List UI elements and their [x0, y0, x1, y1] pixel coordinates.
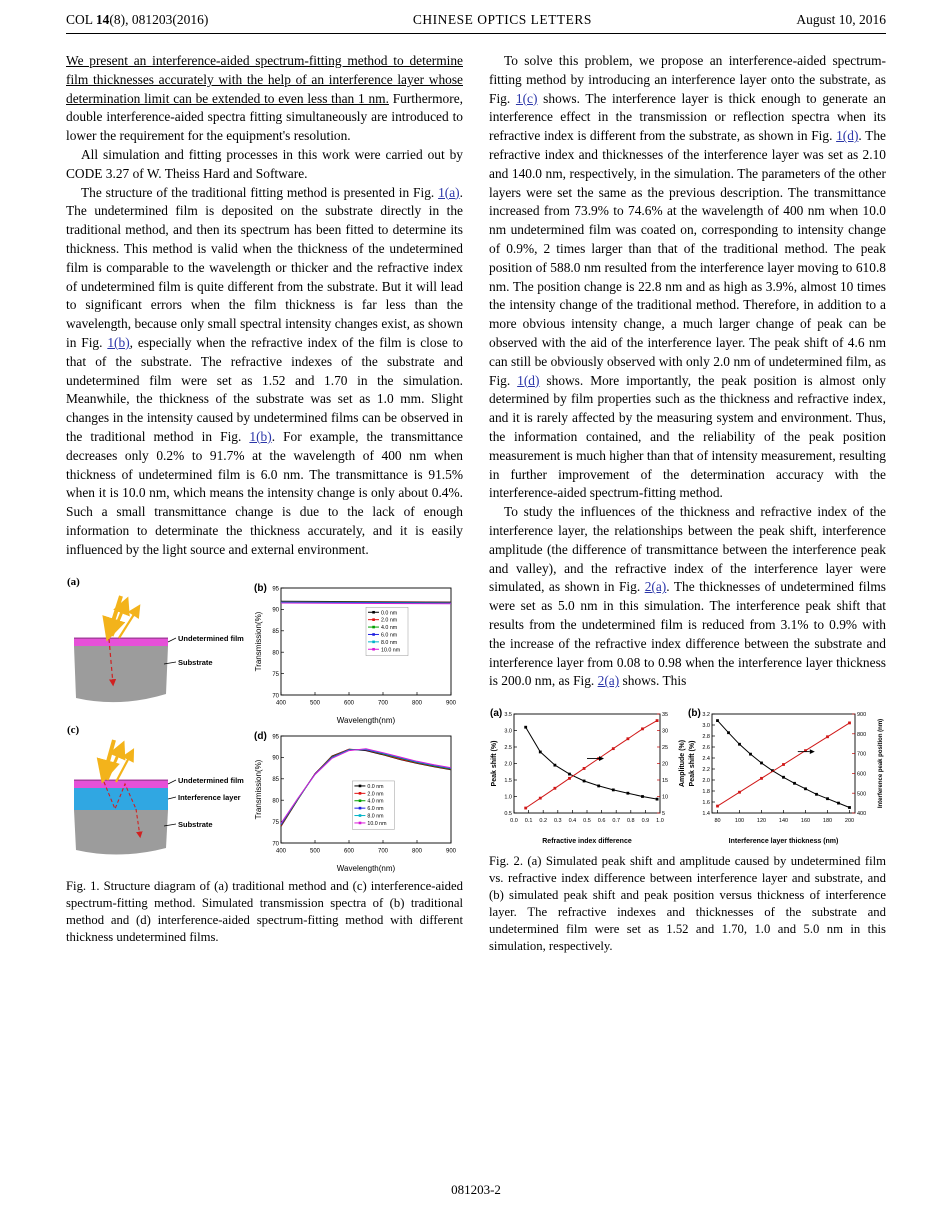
label-pointer — [168, 638, 176, 642]
label-pointer — [168, 780, 176, 784]
figure-reference-link[interactable]: 1(c) — [515, 90, 538, 106]
svg-text:30: 30 — [662, 728, 669, 735]
figure-reference-link[interactable]: 1(b) — [107, 334, 130, 350]
journal-citation: COL 14(8), 081203(2016) — [66, 12, 209, 27]
svg-text:180: 180 — [822, 818, 833, 825]
svg-text:2.0: 2.0 — [702, 778, 710, 785]
figure-2 — [489, 705, 886, 955]
svg-text:0.9: 0.9 — [641, 818, 650, 825]
svg-text:100: 100 — [734, 818, 745, 825]
svg-text:85: 85 — [272, 776, 279, 783]
svg-text:1.8: 1.8 — [702, 789, 710, 796]
svg-text:1.4: 1.4 — [702, 811, 710, 818]
undetermined-film-layer — [74, 639, 168, 646]
page-header — [66, 12, 886, 28]
svg-text:900: 900 — [445, 848, 457, 855]
svg-text:35: 35 — [662, 712, 669, 719]
svg-text:10: 10 — [662, 794, 669, 801]
svg-text:600: 600 — [857, 771, 867, 778]
svg-text:800: 800 — [411, 700, 423, 707]
svg-text:80: 80 — [272, 797, 279, 804]
svg-text:80: 80 — [272, 649, 279, 656]
svg-text:(a): (a) — [490, 708, 503, 720]
svg-text:90: 90 — [272, 607, 279, 614]
svg-text:0.5: 0.5 — [504, 811, 512, 818]
label-pointer — [168, 797, 176, 799]
svg-text:75: 75 — [272, 671, 279, 678]
fig1-panel-b — [253, 574, 461, 725]
figure-2-caption: Fig. 2. (a) Simulated peak shift and amplitude caused by undetermined film vs. refractive index difference between interference layer and substrate, and (b) simulated peak shift and peak position versus thickness of interference layer. The refractive indexes and thicknesses of the substrate and undetermined film were set as 1.52 and 1.70, 1.0 and 5.0 nm in this simulation, respectively. — [489, 854, 886, 954]
svg-text:0.0 nm: 0.0 nm — [381, 609, 398, 616]
svg-text:140: 140 — [778, 818, 789, 825]
journal-title: CHINESE OPTICS LETTERS — [412, 12, 592, 27]
svg-text:Interference peak position (nm: Interference peak position (nm) — [878, 718, 884, 809]
paragraph-simulation-tools: All simulation and fitting processes in this work were carried out by CODE 3.27 of W. Theiss Hard and Software. — [66, 146, 463, 181]
svg-text:Refractive index difference: Refractive index difference — [542, 838, 632, 846]
svg-text:Transmission(%): Transmission(%) — [254, 611, 263, 671]
svg-text:2.4: 2.4 — [702, 756, 710, 763]
figure-reference-link[interactable]: 2(a) — [644, 579, 667, 595]
issue-date: August 10, 2016 — [796, 12, 886, 27]
svg-text:25: 25 — [662, 745, 669, 752]
svg-text:400: 400 — [275, 848, 287, 855]
paragraph-traditional-method: The structure of the traditional fitting method is presented in Fig. 1(a). The undetermined film is deposited on the substrate directly in the traditional method, and then its spectrum has been fitted to determine its thickness. This method is valid when the thickness of the undetermined film is comparable to the wavelength or thicker and the refractive index of undetermined film is quite different from the substrate. But it will lead to significant errors when the film thickness is far less than the wavelength, because only small spectral intensity changes exist, as shown in Fig. 1(b), especially when the refractive index of the film is close to that of the substrate. The refractive indexes of the substrate and undetermined film were set as 1.52 and 1.70 in the simulation. Meanwhile, the thickness of the substrate was set as 1.0 mm. Slight changes in the intensity caused by undetermined films can be observed in the traditional method in Fig. 1(b). For example, the transmittance decreases only 0.2% to 91.7% at the wavelength of 400 nm when thickness of undetermined film is 6.0 nm. The transmittance is 91.5% when it is 10.0 nm, which means the intensity change is only about 0.4%. Such a small transmittance change is due to the lack of enough information to determinate the thickness accurately, and it is easily influenced by the light source and external environment. — [66, 184, 463, 557]
fig2a-peak-shift-chart — [489, 705, 687, 845]
svg-text:Peak shift (%): Peak shift (%) — [491, 740, 498, 787]
svg-text:95: 95 — [272, 585, 279, 592]
svg-text:95: 95 — [272, 733, 279, 740]
svg-text:900: 900 — [857, 712, 867, 719]
interference-layer-label: Interference layer — [178, 792, 241, 802]
svg-text:200: 200 — [844, 818, 855, 825]
svg-text:(d): (d) — [254, 730, 267, 742]
svg-text:800: 800 — [857, 731, 867, 738]
svg-text:600: 600 — [343, 848, 355, 855]
paragraph-influence-study: To study the influences of the thickness and refractive index of the interference layer, the relationships between the peak shift, interference amplitude (the difference of transmittance between the interference peak and valley), and the refractive index of the interference layer were simulated, as shown in Fig. 2(a). The thicknesses of undetermined films were set as 5.0 nm in this simulation. The interference peak shift that results from the undetermined film is reduced from 3.1% to 0.9% with the increase of the refractive index difference between the substrate and interference layer from 0.08 to 0.98 when the interference layer thickness is 200.0 nm, as Fig. 2(a) shows. This — [489, 504, 886, 689]
svg-text:90: 90 — [272, 755, 279, 762]
svg-text:500: 500 — [857, 791, 867, 798]
figure-reference-link[interactable]: 1(d) — [836, 128, 859, 144]
abstract-underlined-text: We present an interference-aided spectrum-fitting method to determine film thicknesses accurately with the help of an interference layer whose determination limit can be extended to even less than 1 nm. — [66, 53, 463, 106]
svg-text:20: 20 — [662, 761, 669, 768]
svg-text:(b): (b) — [688, 708, 701, 720]
svg-text:Peak shift (%): Peak shift (%) — [689, 740, 696, 787]
panel-letter-a: (a) — [67, 575, 80, 588]
svg-text:1.0: 1.0 — [656, 818, 664, 825]
svg-text:0.2: 0.2 — [539, 818, 548, 825]
svg-text:2.5: 2.5 — [504, 745, 512, 752]
svg-text:70: 70 — [272, 692, 279, 699]
svg-text:10.0 nm: 10.0 nm — [367, 820, 387, 827]
undetermined-film-label: Undetermined film — [178, 633, 244, 643]
svg-text:3.0: 3.0 — [702, 723, 710, 730]
svg-text:Interference layer thickness (: Interference layer thickness (nm) — [728, 838, 839, 846]
svg-text:75: 75 — [272, 819, 279, 826]
svg-text:0.0: 0.0 — [510, 818, 518, 825]
svg-text:3.2: 3.2 — [702, 712, 710, 719]
svg-text:120: 120 — [756, 818, 767, 825]
figure-2-panels — [489, 705, 886, 845]
fig1b-transmission-chart — [253, 580, 458, 725]
substrate-shape — [74, 810, 168, 855]
figure-reference-link[interactable]: 1(b) — [249, 428, 272, 444]
svg-text:0.3: 0.3 — [553, 818, 562, 825]
svg-text:85: 85 — [272, 628, 279, 635]
abstract-paragraph: We present an interference-aided spectrum-fitting method to determine film thicknesses accurately with the help of an interference layer whose determination limit can be extended to even less than 1 nm. Furthermore, double interference-aided spectra fitting simultaneously are introduced to lower the requirement for the equipment's resolution. — [66, 53, 463, 144]
svg-text:2.6: 2.6 — [702, 745, 710, 752]
fig1a-structure-diagram — [66, 580, 253, 728]
svg-text:Transmission(%): Transmission(%) — [254, 759, 263, 819]
substrate-label: Substrate — [178, 657, 213, 667]
svg-text:1.0: 1.0 — [504, 794, 512, 801]
substrate-shape — [74, 646, 168, 702]
figure-reference-link[interactable]: 1(a) — [438, 184, 460, 200]
svg-text:Wavelength(nm): Wavelength(nm) — [336, 715, 396, 725]
fig1-panel-a — [66, 574, 253, 722]
svg-text:800: 800 — [411, 848, 423, 855]
figure-1-panels — [66, 574, 463, 873]
left-column — [66, 52, 463, 955]
svg-text:0.7: 0.7 — [612, 818, 621, 825]
svg-text:2.0: 2.0 — [504, 761, 512, 768]
svg-text:Amplitude (%): Amplitude (%) — [679, 740, 686, 788]
svg-text:2.0 nm: 2.0 nm — [367, 790, 384, 797]
svg-text:0.8: 0.8 — [626, 818, 635, 825]
paragraph-interference-method: To solve this problem, we propose an interference-aided spectrum-fitting method by introducing an interference layer onto the substrate, as Fig. 1(c) shows. The interference layer is thick enough to generate an interference effect in the transmission or reflection spectra when its refractive index is different from the substrate, as shown in Fig. 1(d). The refractive index and thicknesses of the interference layer was set as 2.10 and 140.0 nm, respectively, in the simulation. The parameters of the other layers were set the same as the previous description. The transmittance increased from 73.9% to 74.6% at the wavelength of 400 nm when 10.0 nm undetermined film was coated on, corresponding to intensity change of 0.9%, 2 times larger than that of the traditional method. The peak position of 588.0 nm resulted from the interference layer moving to 610.8 nm. The position change is 22.8 nm and as high as 3.9%, almost 10 times the intensity change of the traditional method. Therefore, in addition to a more obvious intensity change, a much larger change of peak can be observed with the aid of the interference layer. The peak shift of 4.6 nm can still be obviously observed with only 2.0 nm of undetermined film, as Fig. 1(d) shows. More importantly, the peak position is almost only determined by film properties such as the thickness and refractive index, and it is rarely affected by the measuring system and environment. Thus, the information contained, and the reliability of the peak position measurement is much higher than that of intensity measurement, resulting in further improvement of the determination accuracy with the interference-aided spectrum-fitting method. — [489, 53, 886, 501]
svg-text:400: 400 — [275, 700, 287, 707]
panel-letter-c: (c) — [67, 723, 80, 736]
svg-text:8.0 nm: 8.0 nm — [381, 639, 398, 646]
figure-reference-link[interactable]: 2(a) — [597, 673, 620, 689]
svg-text:4.0 nm: 4.0 nm — [367, 798, 384, 805]
figure-1-caption: Fig. 1. Structure diagram of (a) traditional method and (c) interference-aided spectrum-fitting method. Simulated transmission spectra of (b) traditional method and (d) interference-aided spectrum-fitting method with different thickness undetermined films. — [66, 878, 463, 944]
svg-text:3.0: 3.0 — [504, 728, 512, 735]
two-column-body — [66, 52, 886, 955]
svg-text:4.0 nm: 4.0 nm — [381, 624, 398, 631]
svg-text:900: 900 — [445, 700, 457, 707]
svg-text:6.0 nm: 6.0 nm — [367, 805, 384, 812]
page-number: 081203-2 — [451, 1182, 501, 1197]
svg-text:15: 15 — [662, 778, 669, 785]
svg-text:6.0 nm: 6.0 nm — [381, 631, 398, 638]
figure-reference-link[interactable]: 1(d) — [517, 372, 540, 388]
svg-text:500: 500 — [309, 700, 321, 707]
svg-text:(b): (b) — [254, 582, 267, 594]
svg-text:0.0 nm: 0.0 nm — [367, 783, 384, 790]
svg-text:2.0 nm: 2.0 nm — [381, 617, 398, 624]
svg-text:0.6: 0.6 — [597, 818, 606, 825]
interference-layer-shape — [74, 788, 168, 810]
svg-text:0.5: 0.5 — [583, 818, 591, 825]
undetermined-film-label: Undetermined film — [178, 775, 244, 785]
svg-text:400: 400 — [857, 811, 867, 818]
fig1-panel-d — [253, 722, 461, 873]
header-rule — [66, 33, 886, 34]
fig1c-structure-diagram — [66, 728, 253, 876]
svg-text:3.5: 3.5 — [504, 712, 512, 719]
fig2b-peak-position-chart — [687, 705, 885, 845]
svg-text:1.5: 1.5 — [504, 778, 512, 785]
right-column — [489, 52, 886, 955]
svg-text:700: 700 — [377, 700, 389, 707]
svg-text:2.8: 2.8 — [702, 734, 710, 741]
svg-text:2.2: 2.2 — [702, 767, 710, 774]
svg-text:1.6: 1.6 — [702, 800, 710, 807]
svg-text:10.0 nm: 10.0 nm — [381, 646, 401, 653]
svg-text:500: 500 — [309, 848, 321, 855]
svg-text:80: 80 — [714, 818, 721, 825]
fig1-panel-c — [66, 722, 253, 870]
svg-text:8.0 nm: 8.0 nm — [367, 813, 384, 820]
figure-1 — [66, 574, 463, 946]
undetermined-film-layer — [74, 781, 168, 788]
svg-text:0.4: 0.4 — [568, 818, 577, 825]
svg-text:70: 70 — [272, 840, 279, 847]
substrate-label: Substrate — [178, 819, 213, 829]
svg-text:600: 600 — [343, 700, 355, 707]
svg-text:700: 700 — [377, 848, 389, 855]
svg-text:0.1: 0.1 — [524, 818, 533, 825]
svg-text:Wavelength(nm): Wavelength(nm) — [336, 863, 396, 873]
svg-text:5: 5 — [662, 811, 666, 818]
svg-text:700: 700 — [857, 751, 867, 758]
svg-text:160: 160 — [800, 818, 811, 825]
fig1d-transmission-chart — [253, 728, 458, 873]
